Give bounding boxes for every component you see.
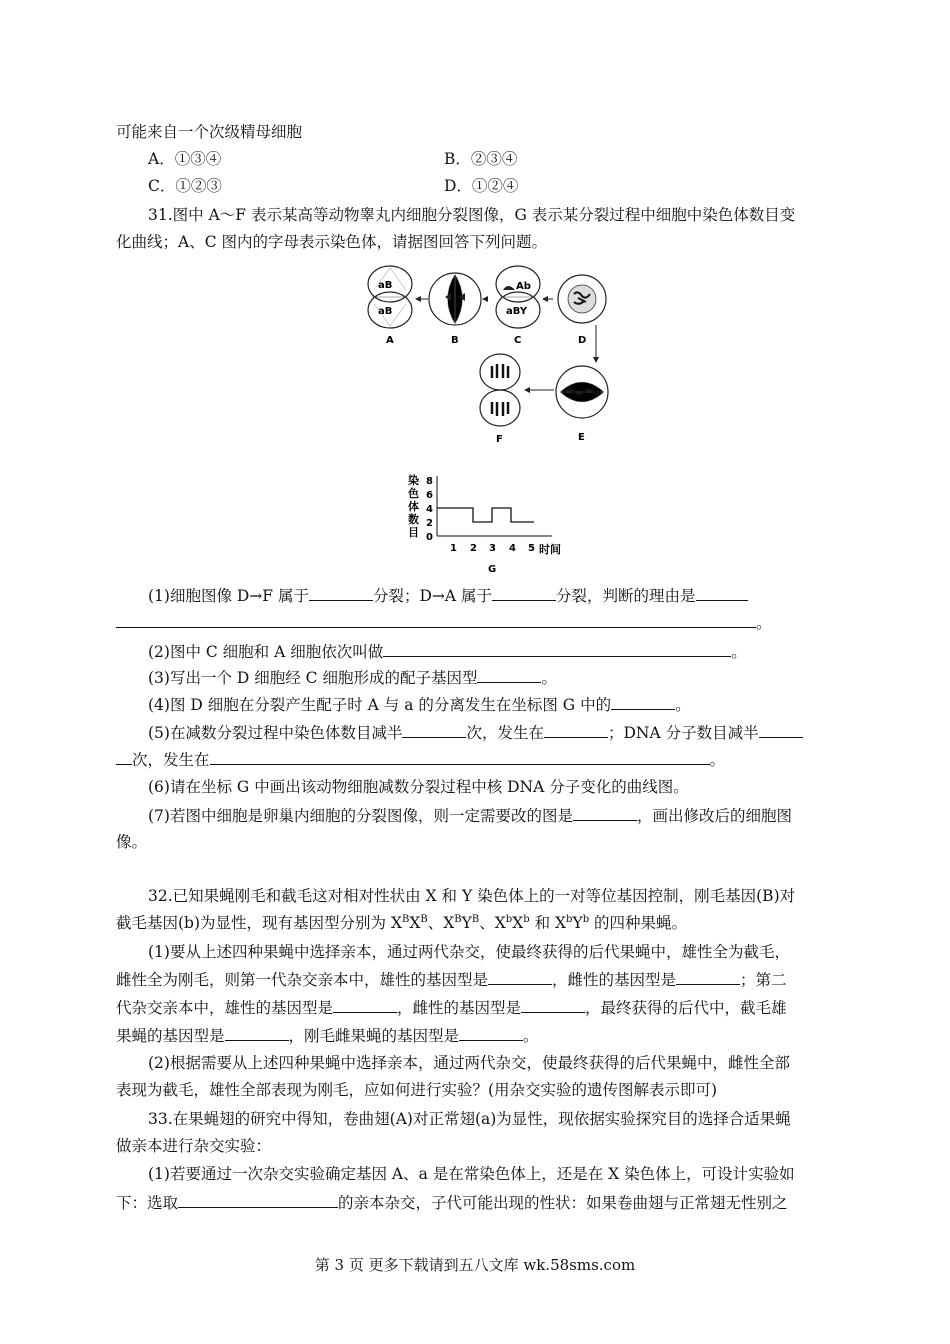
cell-a (368, 266, 412, 346)
period: 。 (523, 1027, 539, 1045)
q32-part1-line1: (1)要从上述四种果蝇中选择亲本，通过两代杂交，使最终获得的后代果蝇中，雄性全为截毛， (148, 943, 790, 961)
q31-p1-text-c: 分裂，判断的理由是 (556, 587, 696, 605)
y-tick-0: 0 (426, 532, 433, 543)
superscript: B (420, 913, 428, 925)
q33-stem-line1: 33.在果蝇翅的研究中得知，卷曲翅(A)对正常翅(a)为显性，现依据实验探究目的选择合适果蝇 (148, 1110, 791, 1128)
answer-blank[interactable] (544, 721, 608, 738)
answer-blank[interactable] (759, 721, 803, 738)
period: 。 (675, 696, 691, 714)
superscript: B (401, 913, 410, 925)
q31-part1 (148, 584, 748, 607)
answer-blank[interactable] (383, 640, 731, 657)
text: 、X (427, 914, 455, 932)
text: ，雌性的基因型是 (397, 999, 522, 1017)
cell-f (480, 354, 520, 445)
q32-part2-line2: 表现为截毛，雄性全部表现为刚毛，应如何进行实验？(用杂交实验的遗传图解表示即可) (116, 1081, 718, 1099)
q31-part7 (148, 804, 792, 827)
period: 。 (756, 614, 772, 632)
cell-label-d: D (578, 335, 587, 346)
text: 果蝇的基因型是 (116, 1027, 225, 1045)
option-b: B．②③④ (444, 150, 518, 168)
q31-p1-text-b: 分裂；D→A 属于 (372, 587, 493, 605)
answer-blank[interactable] (225, 1024, 289, 1041)
q31-part3 (148, 666, 557, 689)
answer-blank[interactable] (178, 1191, 338, 1208)
text: 雌性全为刚毛，则第一代杂交亲本中，雄性的基因型是 (116, 971, 489, 989)
cell-label-b: B (451, 335, 459, 346)
answer-blank[interactable] (210, 748, 710, 765)
y-tick-6: 6 (426, 490, 433, 501)
q31-part5 (148, 721, 803, 744)
page-footer: 第 3 页 更多下载请到五八文库 wk.58sms.com (314, 1256, 636, 1274)
cell-label-c: C (514, 335, 522, 346)
q31-part5-line2 (116, 748, 725, 771)
answer-blank[interactable] (333, 996, 397, 1013)
q31-p4-text: (4)图 D 细胞在分裂产生配子时 A 与 a 的分离发生在坐标图 G 中的 (148, 696, 612, 714)
text: Y (572, 914, 583, 932)
superscript: b (582, 913, 590, 925)
cell-label-e: E (578, 432, 585, 443)
q33-part1-line1: (1)若要通过一次杂交实验确定基因 A、a 是在常染色体上，还是在 X 染色体上，可设计实验如 (148, 1165, 795, 1183)
q31-p5-text-b: 次，发生在 (466, 724, 544, 742)
text: 、X (479, 914, 506, 932)
cell-b (429, 273, 481, 346)
q31-p2-text: (2)图中 C 细胞和 A 细胞依次叫做 (148, 643, 384, 661)
cell-d (558, 275, 606, 346)
chromosome-label-a2: aB (378, 306, 393, 317)
q32-stem-line2 (116, 912, 687, 934)
cell-division-figure (360, 262, 620, 452)
q31-p3-text: (3)写出一个 D 细胞经 C 细胞形成的配子基因型 (148, 669, 478, 687)
q32-part1-line4 (116, 1024, 539, 1047)
option-a: A．①③④ (148, 150, 222, 168)
answer-blank[interactable] (492, 584, 556, 601)
q31-part6: (6)请在坐标 G 中画出该动物细胞减数分裂过程中核 DNA 分子变化的曲线图。 (148, 778, 689, 796)
text: 截毛基因(b)为显性，现有基因型分别为 X (116, 914, 402, 932)
y-tick-8: 8 (426, 476, 433, 487)
y-tick-4: 4 (426, 504, 433, 515)
text: ，刚毛雌果蝇的基因型是 (288, 1027, 460, 1045)
answer-blank[interactable] (611, 693, 675, 710)
cell-e (556, 366, 608, 443)
text: 代杂交亲本中，雄性的基因型是 (116, 999, 334, 1017)
q31-stem-line1: 31.图中 A～F 表示某高等动物睾丸内细胞分裂图像，G 表示某分裂过程中细胞中染色体数目变 (148, 206, 796, 224)
y-axis-label: 染色体数目 (408, 474, 419, 539)
text: ，最终获得的后代中，截毛雄 (585, 999, 787, 1017)
period: 。 (541, 669, 557, 687)
q31-p5-text-a: (5)在减数分裂过程中染色体数目减半 (148, 724, 403, 742)
x-ticks (450, 542, 561, 556)
superscript: b (505, 913, 513, 925)
superscript: b (566, 913, 573, 925)
chromosome-number-graph (400, 470, 590, 580)
text: X (409, 914, 421, 932)
answer-blank[interactable] (116, 611, 756, 628)
q31-part4 (148, 693, 691, 716)
graph-label-g: G (488, 564, 497, 575)
q31-part2 (148, 640, 747, 663)
answer-blank[interactable] (488, 968, 552, 985)
cell-label-f: F (496, 434, 503, 445)
q32-part2-line1: (2)根据需要从上述四种果蝇中选择亲本，通过两代杂交，使最终获得的后代果蝇中，雌性全部 (148, 1054, 790, 1072)
q32-part1-line3 (116, 996, 787, 1019)
superscript: b (523, 913, 530, 925)
text: X (512, 914, 524, 932)
text: 的四种果蝇。 (589, 914, 688, 932)
text: ，雌性的基因型是 (552, 971, 677, 989)
answer-blank[interactable] (309, 584, 373, 601)
q31-p5-text-c: ；DNA 分子数目减半 (607, 724, 759, 742)
text: Y (461, 914, 472, 932)
x-tick-3: 3 (489, 543, 496, 554)
option-c: C．①②③ (148, 177, 222, 195)
answer-blank[interactable] (402, 721, 466, 738)
answer-blank[interactable] (573, 804, 637, 821)
text: 下：选取 (116, 1194, 179, 1212)
q31-p5-text-d: 次，发生在 (132, 751, 210, 769)
text: 的亲本杂交，子代可能出现的性状：如果卷曲翅与正常翅无性别之 (338, 1194, 788, 1212)
q32-stem-line1: 32.已知果蝇刚毛和截毛这对相对性状由 X 和 Y 染色体上的一对等位基因控制，刚毛基因(B)对 (148, 887, 796, 905)
cell-label-a: A (386, 335, 394, 346)
q33-part1-line2 (116, 1191, 788, 1214)
continued-text: 可能来自一个次级精母细胞 (116, 123, 303, 141)
q32-part1-line2 (116, 968, 787, 991)
answer-blank[interactable] (521, 996, 585, 1013)
answer-blank[interactable] (459, 1024, 523, 1041)
answer-blank[interactable] (696, 584, 748, 601)
answer-blank[interactable] (477, 666, 541, 683)
x-tick-5: 5 (528, 543, 535, 554)
chromosome-label-a1: aB (378, 280, 393, 291)
x-tick-1: 1 (450, 543, 457, 554)
q31-p7-text-b: ，画出修改后的细胞图 (636, 807, 792, 825)
cell-c (496, 266, 540, 346)
answer-blank[interactable] (116, 748, 132, 765)
y-ticks (426, 476, 433, 543)
option-d: D．①②④ (444, 177, 519, 195)
x-tick-4: 4 (509, 543, 516, 554)
x-tick-2: 2 (470, 543, 477, 554)
q31-part1-line2 (116, 611, 772, 634)
chromosome-label-c1: Ab (516, 281, 531, 292)
superscript: B (454, 913, 462, 925)
q33-stem-line2: 做亲本进行杂交实验： (116, 1137, 272, 1155)
text: 和 X (529, 914, 567, 932)
q31-p1-text-a: (1)细胞图像 D→F 属于 (148, 587, 309, 605)
period: 。 (731, 643, 747, 661)
text: ；第二 (740, 971, 787, 989)
answer-blank[interactable] (676, 968, 740, 985)
q31-stem-line2: 化曲线；A、C 图内的字母表示染色体，请据图回答下列问题。 (116, 233, 547, 251)
period: 。 (709, 751, 726, 769)
q31-p7-text-a: (7)若图中细胞是卵巢内细胞的分裂图像，则一定需要改的图是 (148, 807, 573, 825)
q31-part7-line2: 像。 (116, 833, 148, 851)
x-axis-label: 时间 (539, 543, 561, 556)
y-tick-2: 2 (426, 518, 433, 529)
chromosome-label-c2: aBY (506, 306, 528, 317)
chromosome-curve (437, 508, 534, 522)
superscript: B (471, 913, 480, 925)
